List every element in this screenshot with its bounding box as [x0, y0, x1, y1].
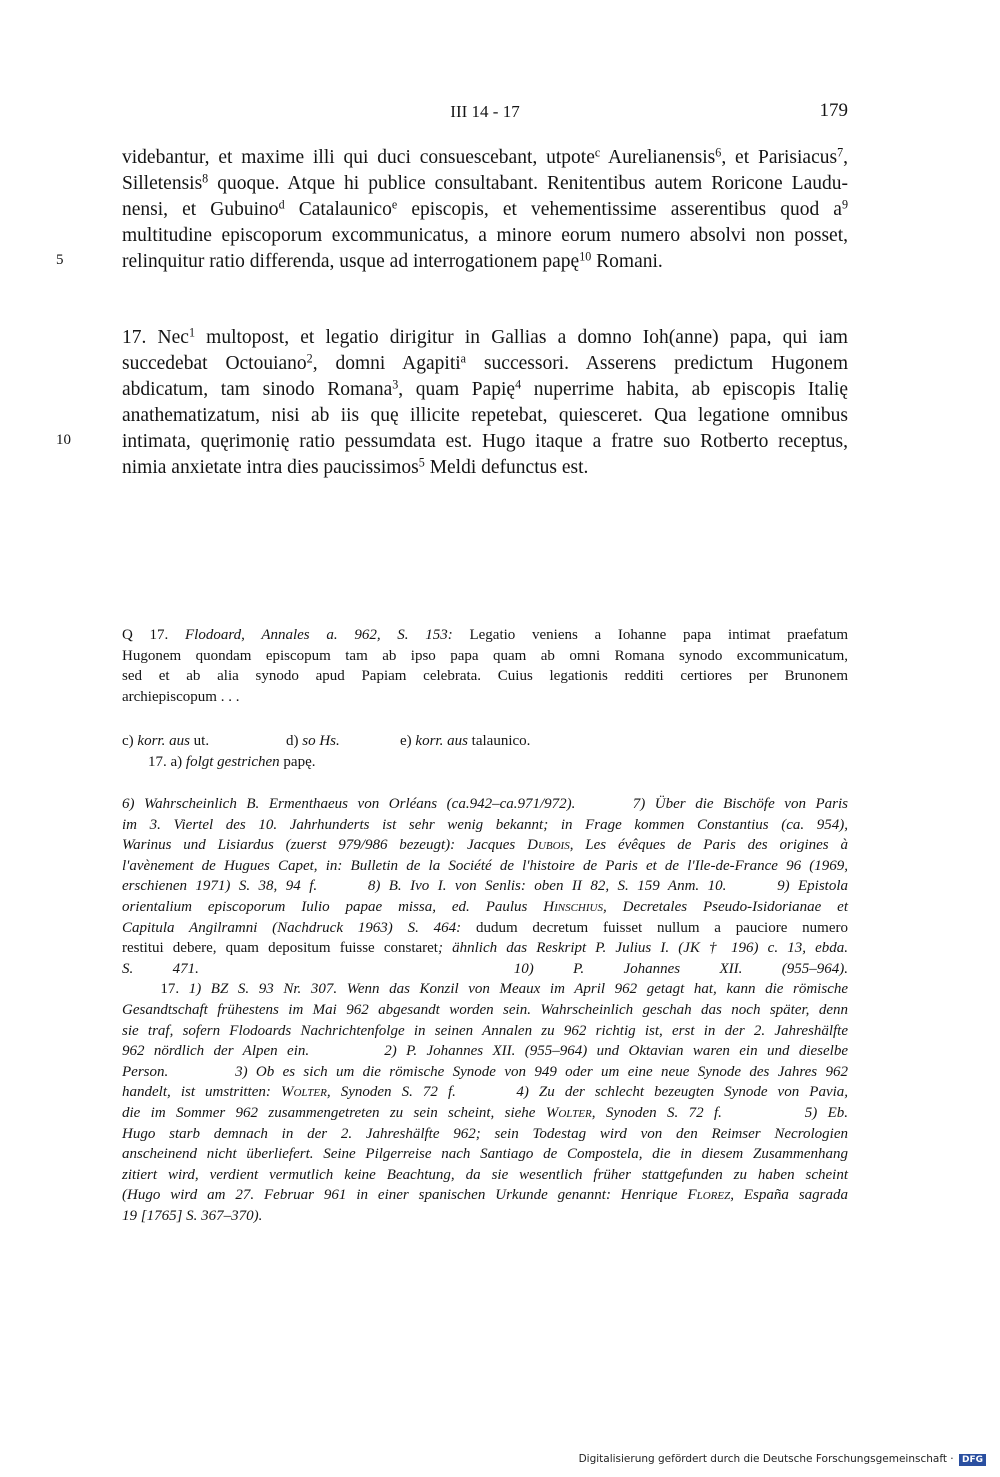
text-line: sie traf, sofern Flodoards Nachrichtenfolge in seinen Annalen zu 962 richtig ist, erst in der 2. Jahreshälfte — [122, 1022, 848, 1039]
page-number: 179 — [819, 100, 848, 121]
section-16-paragraph — [122, 145, 848, 275]
text-line: 17. 1) BZ S. 93 Nr. 307. Wenn das Konzil von Meaux im April 962 getagt hat, kann die römische — [122, 981, 849, 998]
text-line: orientalium episcoporum Iulio papae missa, ed. Paulus Hinschius, Decretales Pseudo-Isidorianae et — [122, 898, 848, 915]
text-line: succedebat Octouiano$^2$, domni Agapiti$^a$ successori. Asserens predictum Hugonem — [122, 351, 848, 374]
text-line: nensi, et Gubuino$^d$ Catalaunico$^e$ episcopis, et vehementissime asserentibus quod $a^9$ — [122, 197, 848, 220]
source-note — [122, 625, 848, 707]
section-17-paragraph — [122, 325, 848, 481]
text-line: nimia anxietate intra dies paucissimos$^5$ Meldi defunctus est. — [122, 455, 589, 478]
text-line: l'avènement de Hugues Capet, in: Bulletin de la Société de l'histoire de Paris et de l'Ile-de-France 96 (1969, — [122, 857, 848, 874]
text-line: videbantur, et maxime illi qui duci consuescebant, utpote$^c$ Aurelianensis$^6$, et Parisiacus$^7$, — [122, 145, 848, 168]
textual-apparatus — [122, 731, 848, 772]
running-title: III 14 - 17 — [450, 102, 520, 121]
note-c: c) korr. aus ut. — [122, 733, 210, 749]
text-line: Gesandtschaft frühestens im Mai 962 abgesandt worden sein. Wahrscheinlich geschah das noch später, denn — [122, 1001, 848, 1018]
text-line: erschienen 1971) S. 38, 94 f. 8) B. Ivo I. von Senlis: oben II 82, S. 159 Anm. 10. 9) Epistola — [122, 878, 849, 895]
text-line: Person. 3) Ob es sich um die römische Synode von 949 oder um eine neue Synode des Jahres 962 — [122, 1063, 848, 1080]
text-line: (Hugo wird am 27. Februar 961 in einer spanischen Urkunde genannt: Henrique Florez, España sagrada — [122, 1187, 848, 1204]
text-line: handelt, ist umstritten: Wolter, Synoden S. 72 f. 4) Zu der schlecht bezeugten Synode von Pavia, — [122, 1084, 849, 1101]
text-line: archiepiscopum . . . — [122, 688, 240, 705]
note-17a: 17. a) folgt gestrichen papę. — [148, 753, 316, 770]
text-line: Q 17. Flodoard, Annales a. 962, S. 153: Legatio veniens a Iohanne papa intimat praefatum — [122, 627, 848, 643]
note-d: d) so Hs. — [286, 733, 340, 749]
text-line: Capitula Angilramni (Nachdruck 1963) S. 464: dudum decretum fuisset nullum a pauciore numero — [122, 919, 849, 936]
text-line: zitiert wird, verdient vermutlich keine Beachtung, da sie wesentlich früher stattgefunden zu haben scheint — [122, 1166, 848, 1183]
text-line: 17. Nec$^1$ multopost, et legatio dirigitur in Gallias a domno Ioh(anne) papa, qui iam — [122, 325, 848, 348]
line-number-10: 10 — [56, 432, 71, 448]
credit-text: Digitalisierung gefördert durch die Deutsche Forschungsgemeinschaft — [578, 1453, 947, 1465]
digitization-credit: Digitalisierung gefördert durch die Deutsche Forschungsgemeinschaft · DFG — [579, 1453, 986, 1466]
text-line: intimata, quęrimonię ratio pessumdata est. Hugo itaque a fratre suo Rotberto receptus, — [122, 431, 848, 452]
text-line: abdicatum, tam sinodo Romana$^3$, quam Papię$^4$ nuperrime habita, ab episcopis Italię — [122, 377, 848, 400]
commentary-notes — [122, 794, 848, 1226]
text-line: relinquitur ratio differenda, usque ad interrogationem papę$^{10}$ Romani. — [122, 249, 663, 272]
text-line: 6) Wahrscheinlich B. Ermenthaeus von Orléans (ca.942–ca.971/972). 7) Über die Bischöfe von Paris — [122, 796, 849, 812]
text-line: die im Sommer 962 zusammengetreten zu sein scheint, siehe Wolter, Synoden S. 72 f. 5) Eb. — [122, 1104, 848, 1121]
text-line: multitudine episcoporum excommunicatus, a minore eorum numero absolvi non posset, — [122, 225, 848, 246]
text-line: sed et ab alia synodo apud Papiam celebrata. Cuius legationis redditi certiores per Brunonem — [122, 668, 848, 685]
text-line: anscheinend nicht überliefert. Seine Pilgerreise nach Santiago de Compostela, die in diesem Zusammenhang — [122, 1146, 848, 1163]
dfg-logo-icon: DFG — [959, 1454, 986, 1466]
text-line: 19 [1765] S. 367–370). — [122, 1207, 263, 1224]
text-line: restitui debere, quam depositum fuisse constaret; ähnlich das Reskript P. Julius I. (JK † 196) c. 13, ebda. — [122, 940, 848, 957]
text-line: 962 nördlich der Alpen ein. 2) P. Johannes XII. (955–964) und Oktavian waren ein und dieselbe — [122, 1043, 849, 1060]
text-line: Hugonem quondam episcopum tam ab ipso papa quam ab omni Romana synodo excommunicatum, — [122, 647, 848, 664]
text-line: Hugo starb demnach in der 2. Jahreshälfte 962; sein Todestag wird von den Reimser Necrologien — [122, 1125, 848, 1142]
text-line: anathematizatum, nisi ab iis quę illicite repetebat, quiesceret. Qua legatione omnibus — [122, 405, 848, 426]
note-e: e) korr. aus talaunico. — [400, 733, 531, 749]
page-header — [122, 100, 848, 126]
line-number-5: 5 — [56, 252, 64, 268]
text-line: im 3. Viertel des 10. Jahrhunderts ist sehr wenig bekannt; in Frage kommen Constantius (ca. 954), — [122, 816, 848, 833]
text-line: Silletensis$^8$ quoque. Atque hi publice consultabant. Renitentibus autem Roricone Laudu- — [122, 171, 848, 194]
text-line: Warinus und Lisiardus (zuerst 979/986 bezeugt): Jacques Dubois, Les évêques de Paris des origines à — [122, 837, 848, 854]
text-line: S. 471. 10) P. Johannes XII. (955–964). — [122, 960, 849, 977]
